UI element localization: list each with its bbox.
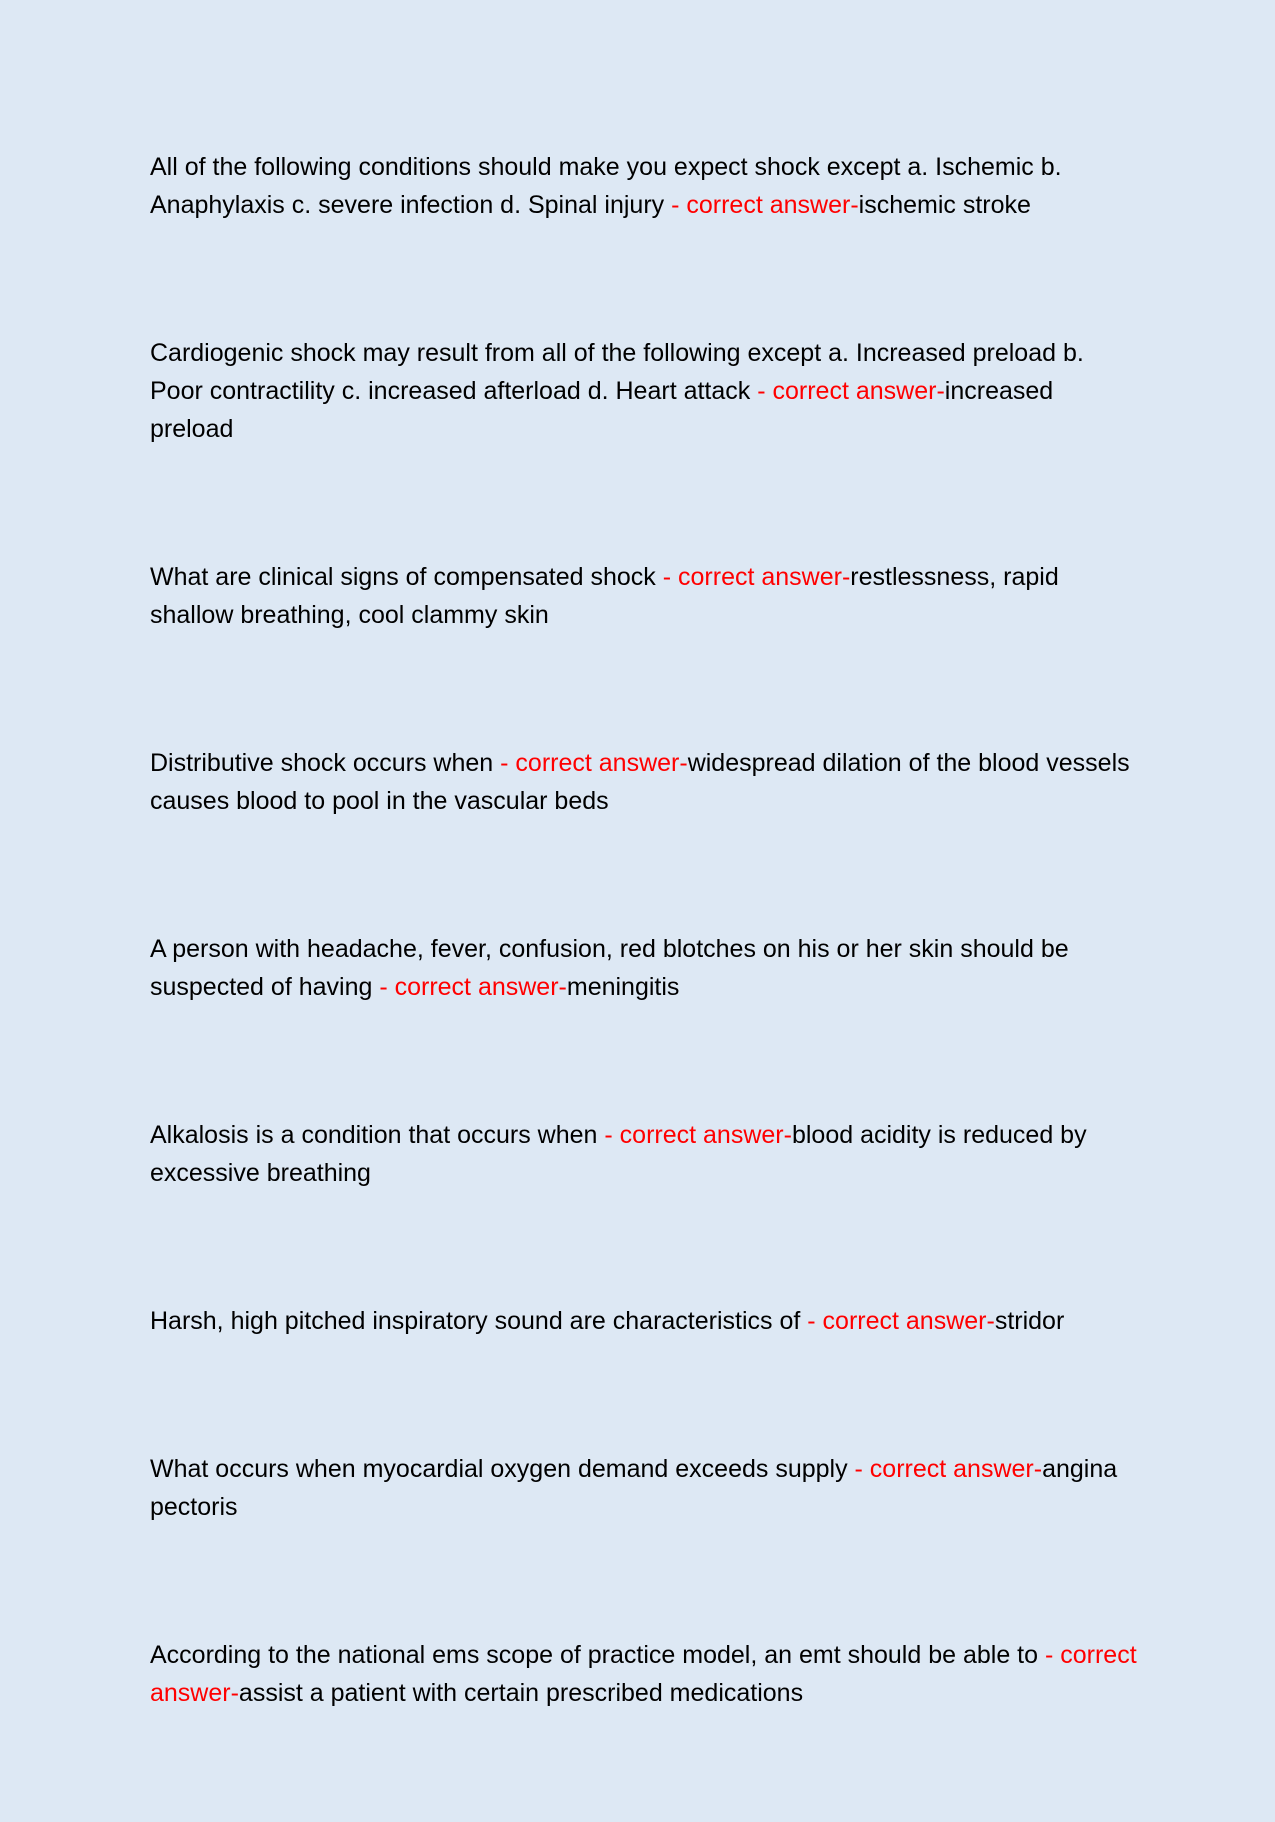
qa-item [150, 1302, 1140, 1340]
answer-text: stridor [994, 1307, 1065, 1335]
answer-text: angina pectoris [150, 1455, 1118, 1521]
answer-text: meningitis [566, 973, 680, 1001]
question-text: What are clinical signs of compensated shock [150, 563, 663, 591]
correct-answer-separator: - correct answer- [854, 1455, 1043, 1483]
qa-item [150, 1116, 1140, 1192]
question-text: All of the following conditions should make you expect shock except a. Ischemic b. Anaphylaxis c. severe infection d. Spinal injury [150, 153, 1062, 219]
correct-answer-separator: - correct answer- [671, 191, 859, 219]
qa-item [150, 334, 1140, 448]
answer-text: assist a patient with certain prescribed medications [238, 1679, 804, 1707]
question-text: A person with headache, fever, confusion, red blotches on his or her skin should be suspected of having [150, 935, 1069, 1001]
correct-answer-separator: - correct answer- [807, 1307, 995, 1335]
correct-answer-separator: - correct answer- [500, 749, 688, 777]
answer-text: increased preload [150, 377, 1054, 443]
qa-item [150, 930, 1140, 1006]
question-text: Harsh, high pitched inspiratory sound are characteristics of [150, 1307, 808, 1335]
correct-answer-separator: - correct answer- [604, 1121, 792, 1149]
qa-item [150, 1450, 1140, 1526]
qa-item [150, 558, 1140, 634]
question-text: Cardiogenic shock may result from all of the following except a. Increased preload b. Poor contractility c. increased afterload d. Heart attack [150, 339, 1084, 405]
correct-answer-separator: - correct answer- [150, 1641, 1137, 1707]
answer-text: ischemic stroke [858, 191, 1031, 219]
question-text: What occurs when myocardial oxygen demand exceeds supply [150, 1455, 855, 1483]
answer-text: widespread dilation of the blood vessels causes blood to pool in the vascular beds [150, 749, 1130, 815]
answer-text: blood acidity is reduced by excessive breathing [150, 1121, 1087, 1187]
correct-answer-separator: - correct answer- [662, 563, 851, 591]
qa-item [150, 1636, 1140, 1712]
document-page [150, 148, 1140, 1822]
question-text: Alkalosis is a condition that occurs when [150, 1121, 605, 1149]
correct-answer-separator: - correct answer- [379, 973, 567, 1001]
question-text: Distributive shock occurs when [150, 749, 501, 777]
correct-answer-separator: - correct answer- [757, 377, 945, 405]
answer-text: restlessness, rapid shallow breathing, cool clammy skin [150, 563, 1059, 629]
qa-item [150, 744, 1140, 820]
question-text: According to the national ems scope of practice model, an emt should be able to [150, 1641, 1045, 1669]
qa-item [150, 148, 1140, 224]
